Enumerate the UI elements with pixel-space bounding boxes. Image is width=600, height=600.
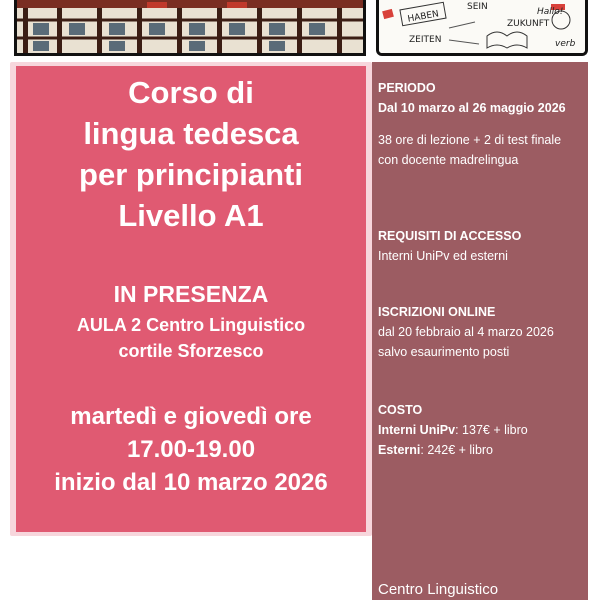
section-iscrizioni (378, 302, 584, 362)
iscrizioni-heading: ISCRIZIONI ONLINE (378, 305, 496, 319)
svg-text:verb: verb (555, 39, 576, 49)
timbered-houses-illustration (17, 0, 363, 53)
footer-centro-linguistico: Centro Linguistico (378, 581, 499, 598)
section-requisiti (378, 226, 584, 266)
course-mode: IN PRESENZA (113, 281, 269, 307)
course-title: Corso di lingua tedesca per principianti Livello A1 (79, 75, 303, 233)
periodo-dates: Dal 10 marzo al 26 maggio 2026 (378, 101, 566, 115)
costo-esterni-value: : 242€ + libro (420, 443, 494, 457)
iscrizioni-note: salvo esaurimento posti (378, 345, 510, 359)
doodle-illustration (379, 0, 585, 53)
costo-interni-value: : 137€ + libro (455, 423, 528, 437)
svg-text:ZUKUNFT: ZUKUNFT (507, 19, 550, 29)
header-photo-buildings (14, 0, 366, 56)
costo-interni-label: Interni UniPv (378, 423, 456, 437)
iscrizioni-dates: dal 20 febbraio al 4 marzo 2026 (378, 325, 554, 339)
requisiti-heading: REQUISITI DI ACCESSO (378, 229, 522, 243)
periodo-hours: 38 ore di lezione + 2 di test finale con docente madrelingua (378, 133, 562, 167)
section-periodo (378, 78, 584, 170)
section-costo (378, 400, 584, 460)
costo-interni (378, 420, 584, 440)
course-details-panel (372, 62, 588, 600)
header-sketch-german-words (376, 0, 588, 56)
svg-text:ZEITEN: ZEITEN (409, 35, 442, 45)
costo-esterni (378, 440, 584, 460)
svg-text:Hallo!: Hallo! (537, 7, 564, 17)
requisiti-text: Interni UniPv ed esterni (378, 249, 508, 263)
svg-text:HABEN: HABEN (406, 9, 440, 25)
periodo-heading: PERIODO (378, 81, 436, 95)
costo-esterni-label: Esterni (378, 443, 421, 457)
svg-text:SEIN: SEIN (467, 2, 488, 12)
course-info-panel (16, 66, 366, 532)
course-schedule: martedì e giovedì ore 17.00-19.00 inizio dal 10 marzo 2026 (54, 403, 328, 496)
course-location: AULA 2 Centro Linguistico cortile Sforzesco (76, 315, 306, 361)
costo-heading: COSTO (378, 403, 423, 417)
